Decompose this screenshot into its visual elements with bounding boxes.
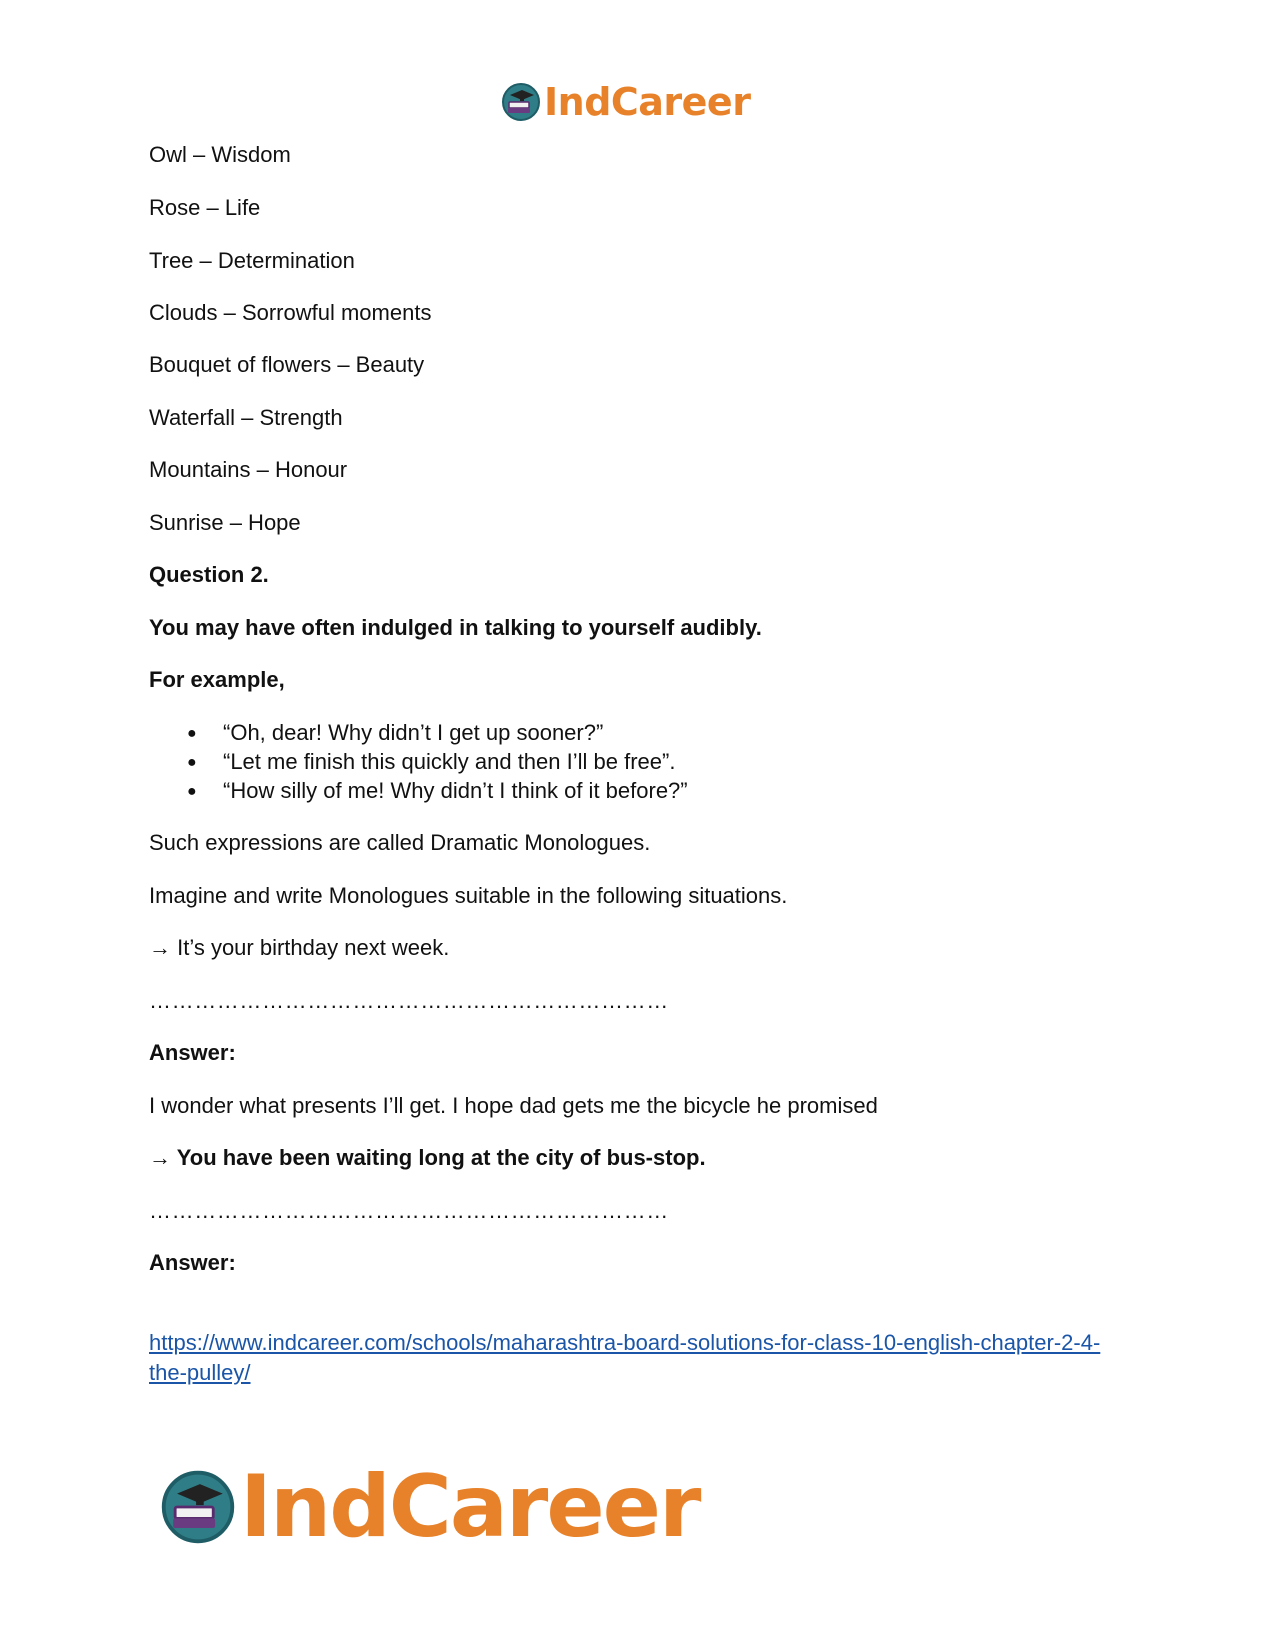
source-link[interactable]: https://www.indcareer.com/schools/maharashtra-board-solutions-for-class-10-english-chapter-2-4-the-pulley/ bbox=[149, 1330, 1101, 1385]
dramatic-monologue-line: Such expressions are called Dramatic Monologues. bbox=[149, 830, 651, 855]
dotted-line: …………………………………………………………… bbox=[149, 988, 669, 1013]
bullet-icon: ● bbox=[187, 754, 197, 771]
question-heading: Question 2. bbox=[149, 562, 269, 587]
footer-logo bbox=[158, 1457, 700, 1557]
for-example-label: For example, bbox=[149, 667, 285, 692]
list-item-text: “How silly of me! Why didn’t I think of it before?” bbox=[223, 778, 688, 803]
book-globe-icon bbox=[500, 81, 542, 123]
bullet-icon: ● bbox=[187, 725, 197, 742]
instruction-line: Imagine and write Monologues suitable in the following situations. bbox=[149, 883, 788, 908]
list-item bbox=[187, 749, 675, 776]
book-globe-icon bbox=[158, 1467, 238, 1547]
answer-one: I wonder what presents I’ll get. I hope dad gets me the bicycle he promised bbox=[149, 1093, 878, 1118]
bullet-icon: ● bbox=[187, 783, 197, 800]
answer-label: Answer: bbox=[149, 1040, 236, 1065]
logo-text: IndCareer bbox=[544, 80, 751, 124]
situation-one: → It’s your birthday next week. bbox=[149, 935, 450, 960]
header-logo bbox=[500, 78, 750, 126]
list-item-text: “Oh, dear! Why didn’t I get up sooner?” bbox=[223, 720, 604, 745]
pair-line: Tree – Determination bbox=[149, 248, 355, 273]
list-item bbox=[187, 720, 603, 747]
question-text: You may have often indulged in talking to yourself audibly. bbox=[149, 615, 762, 640]
dotted-line: …………………………………………………………… bbox=[149, 1198, 669, 1223]
logo-text: IndCareer bbox=[240, 1457, 700, 1557]
pair-line: Waterfall – Strength bbox=[149, 405, 343, 430]
pair-line: Owl – Wisdom bbox=[149, 142, 291, 167]
pair-line: Rose – Life bbox=[149, 195, 261, 220]
situation-two: → You have been waiting long at the city of bus-stop. bbox=[149, 1145, 706, 1170]
list-item-text: “Let me finish this quickly and then I’ll be free”. bbox=[223, 749, 676, 774]
pair-line: Mountains – Honour bbox=[149, 457, 348, 482]
list-item bbox=[187, 778, 688, 805]
pair-line: Sunrise – Hope bbox=[149, 510, 301, 535]
answer-label: Answer: bbox=[149, 1250, 236, 1275]
pair-line: Clouds – Sorrowful moments bbox=[149, 300, 432, 325]
pair-line: Bouquet of flowers – Beauty bbox=[149, 352, 425, 377]
